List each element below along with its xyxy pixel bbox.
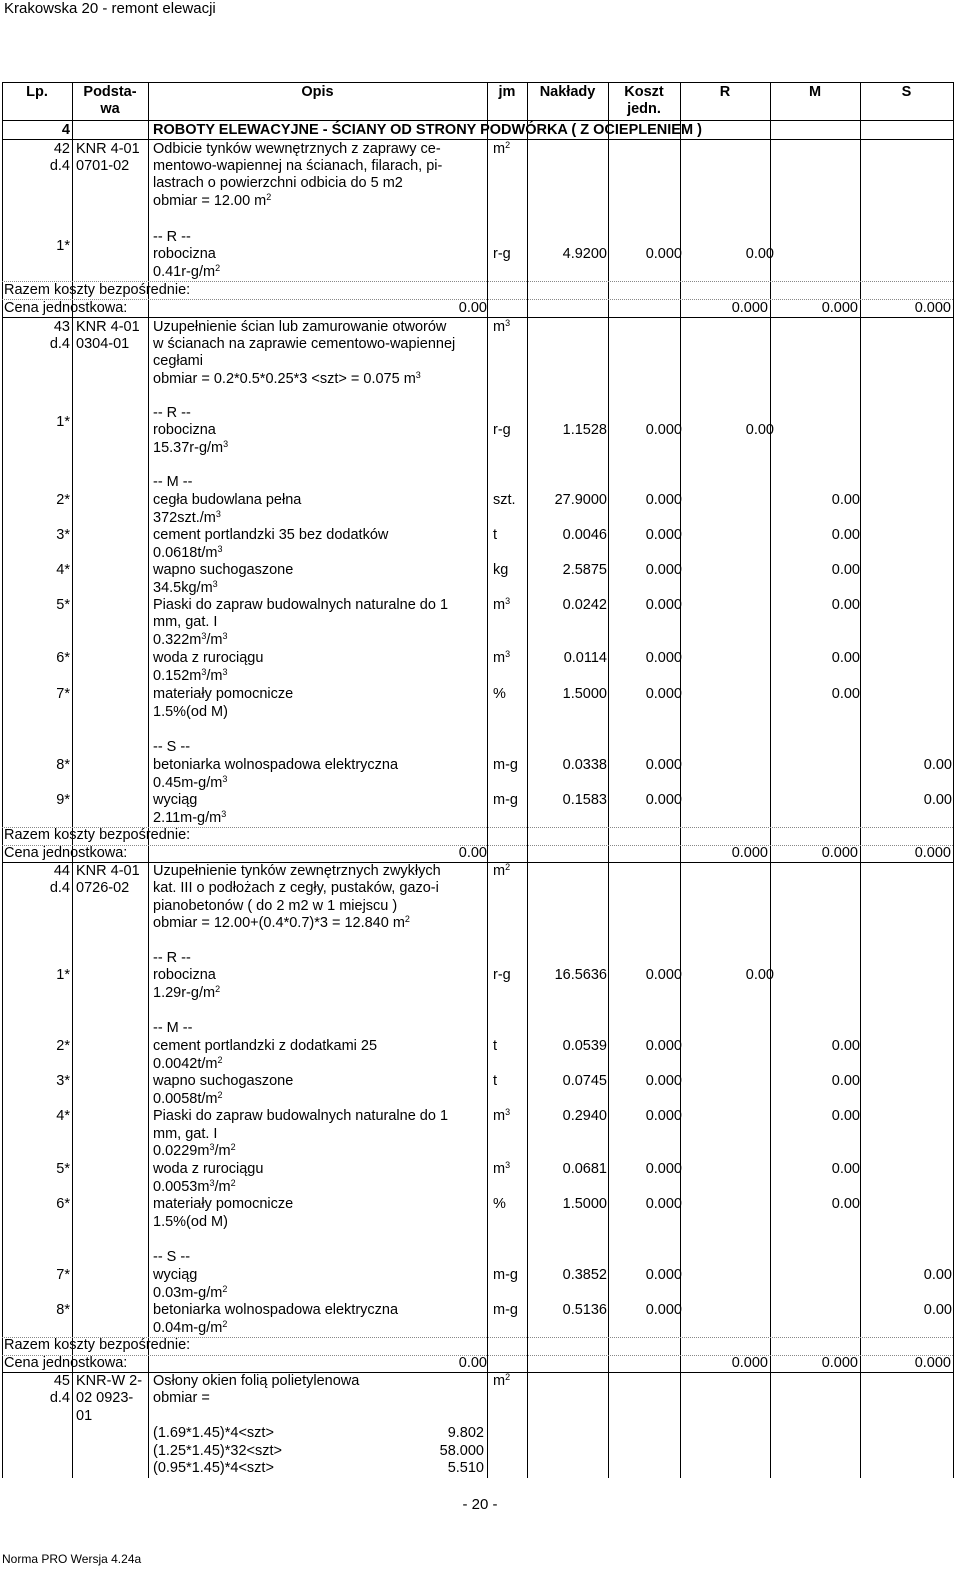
item-name: wyciąg [153,1267,198,1283]
item-unit: $m^3$ [493,1160,511,1177]
position-sub: d.4 [49,158,70,174]
item-naklady: 16.5636 [554,967,607,983]
position-description: lastrach o powierzchni odbicia do 5 m2 [153,175,403,191]
unit-price-r: 0.000 [731,1355,768,1371]
calc-expression: (1.25*1.45)*32<szt> [153,1443,282,1459]
item-naklady: 1.5000 [562,1196,607,1212]
item-norm: $0.45m-g/m^3$ [153,774,228,791]
item-unit: t [493,1038,498,1054]
item-name: Piaski do zapraw budowalnych naturalne do 1 [153,1108,449,1124]
item-value-m: 0.00 [831,527,860,543]
item-naklady: 0.0745 [562,1073,607,1089]
item-name: materiały pomocnicze [153,1196,294,1212]
position-base-code: 0304-01 [76,336,130,352]
item-naklady: 0.0681 [562,1161,607,1177]
item-norm: $0.0229m^3/m^2$ [153,1142,236,1159]
item-lp: 2* [56,492,70,508]
item-name: robocizna [153,422,216,438]
item-unit: m-g [493,792,518,808]
item-naklady: 0.0114 [563,650,607,666]
header-opis: Opis [301,84,334,100]
calc-value: 5.510 [447,1460,484,1476]
position-number: 43 [53,319,70,335]
group-header-r: -- R -- [153,405,191,421]
item-koszt: 0.000 [645,1196,682,1212]
header-koszt-cont: jedn. [627,101,661,117]
unit-price-m: 0.000 [821,1355,858,1371]
item-naklady: 27.9000 [554,492,607,508]
position-base: KNR 4-01 [76,141,140,157]
item-naklady: 0.0539 [562,1038,607,1054]
direct-costs-label: Razem koszty bezpośrednie: [4,1337,191,1353]
item-value-m: 0.00 [831,597,860,613]
position-unit: $m^3$ [493,318,511,335]
position-description: Osłony okien folią polietylenowa [153,1373,360,1389]
header-m: M [808,84,822,100]
calc-value: 9.802 [447,1425,484,1441]
item-name: woda z rurociągu [153,650,264,666]
position-unit: $m^2$ [493,1372,511,1389]
header-top-line [2,82,953,83]
item-unit: m-g [493,757,518,773]
position-base: KNR 4-01 [76,319,140,335]
position-base: KNR-W 2- [76,1373,143,1389]
item-unit: r-g [493,967,511,983]
item-value-m: 0.00 [831,1073,860,1089]
item-lp: 6* [56,1196,70,1212]
item-unit: $m^3$ [493,1107,511,1124]
item-value-m: 0.00 [831,686,860,702]
direct-costs-label: Razem koszty bezpośrednie: [4,282,191,298]
calc-expression: (0.95*1.45)*4<szt> [153,1460,274,1476]
item-koszt: 0.000 [645,967,682,983]
item-koszt: 0.000 [645,686,682,702]
item-value-m: 0.00 [831,1196,860,1212]
item-lp: 3* [56,1073,70,1089]
item-value-s: 0.00 [923,792,952,808]
item-koszt: 0.000 [645,1108,682,1124]
unit-price-s: 0.000 [914,300,951,316]
position-description: Uzupełnienie ścian lub zamurowanie otworów [153,319,447,335]
item-norm: 1.5%(od M) [153,704,228,720]
item-koszt: 0.000 [645,246,682,262]
column-line [770,82,771,1478]
group-header-s: -- S -- [153,739,191,755]
position-description: Uzupełnienie tynków zewnętrznych zwykłych [153,863,441,879]
column-line [953,82,954,1478]
item-unit: m-g [493,1302,518,1318]
header-r: R [719,84,731,100]
position-number: 44 [53,863,70,879]
position-unit: $m^2$ [493,140,511,157]
position-description: cegłami [153,353,203,369]
item-naklady: 0.0338 [562,757,607,773]
item-naklady: 0.0242 [562,597,607,613]
item-koszt: 0.000 [645,597,682,613]
item-value-m: 0.00 [831,1108,860,1124]
item-naklady: 1.1528 [562,422,607,438]
item-koszt: 0.000 [645,1267,682,1283]
item-lp: 8* [56,757,70,773]
item-norm: $2.11m-g/m^3$ [153,809,227,826]
position-description: kat. III o podłożach z cegły, pustaków, gazo-i [153,880,439,896]
item-koszt: 0.000 [645,422,682,438]
item-value-m: 0.00 [831,650,860,666]
position-obmiar: obmiar = 12.00 $m^2$ [153,192,272,209]
unit-price-total: 0.00 [458,845,487,861]
calc-value: 58.000 [439,1443,484,1459]
section-lp: 4 [61,122,70,138]
item-naklady: 4.9200 [562,246,607,262]
section-title: ROBOTY ELEWACYJNE - ŚCIANY OD STRONY PODWÓRKA ( Z OCIEPLENIEM ) [153,122,702,138]
unit-price-label: Cena jednostkowa: [4,300,128,316]
header-jm: jm [498,84,516,100]
item-value-s: 0.00 [923,757,952,773]
item-koszt: 0.000 [645,1302,682,1318]
item-lp: 1* [56,414,70,430]
position-base-code: 01 [76,1408,93,1424]
item-unit: kg [493,562,509,578]
item-norm: $15.37r-g/m^3$ [153,439,229,456]
item-koszt: 0.000 [645,527,682,543]
position-base-code: 02 0923- [76,1390,134,1406]
item-koszt: 0.000 [645,562,682,578]
header-podstawa-cont: wa [100,101,120,117]
unit-price-s: 0.000 [914,1355,951,1371]
item-lp: 4* [56,562,70,578]
item-value-r: 0.00 [745,246,774,262]
item-naklady: 2.5875 [562,562,607,578]
item-name: robocizna [153,967,216,983]
position-base-code: 0701-02 [76,158,130,174]
item-name: betoniarka wolnospadowa elektryczna [153,1302,399,1318]
header-lp: Lp. [26,84,48,100]
item-norm: $0.322m^3/m^3$ [153,631,228,648]
group-header-r: -- R -- [153,229,191,245]
position-description: pianobetonów ( do 2 m2 w 1 miejscu ) [153,898,398,914]
item-unit: t [493,527,498,543]
item-lp: 9* [56,792,70,808]
position-unit: $m^2$ [493,862,511,879]
group-header-m: -- M -- [153,1020,193,1036]
position-obmiar: obmiar = [153,1390,210,1406]
header-koszt: Koszt [624,84,664,100]
item-koszt: 0.000 [645,1038,682,1054]
unit-price-label: Cena jednostkowa: [4,845,128,861]
item-unit: % [493,1196,506,1212]
item-koszt: 0.000 [645,650,682,666]
unit-price-total: 0.00 [458,300,487,316]
header-naklady: Nakłady [539,84,596,100]
item-value-m: 0.00 [831,492,860,508]
item-lp: 5* [56,597,70,613]
item-lp: 7* [56,1267,70,1283]
position-description: mentowo-wapiennej na ścianach, filarach, pi- [153,158,443,174]
item-unit: $m^3$ [493,649,511,666]
item-value-r: 0.00 [745,967,774,983]
item-unit: $m^3$ [493,596,511,613]
position-separator [2,862,953,863]
item-name: robocizna [153,246,216,262]
position-description: Odbicie tynków wewnętrznych z zaprawy ce- [153,141,441,157]
item-lp: 2* [56,1038,70,1054]
item-norm: $0.04m-g/m^2$ [153,1319,228,1336]
item-unit: szt. [493,492,516,508]
item-koszt: 0.000 [645,1073,682,1089]
unit-price-s: 0.000 [914,845,951,861]
item-lp: 7* [56,686,70,702]
direct-costs-label: Razem koszty bezpośrednie: [4,827,191,843]
position-sub: d.4 [49,880,70,896]
unit-price-r: 0.000 [731,300,768,316]
group-header-m: -- M -- [153,474,193,490]
section-bottom-line [2,139,953,140]
header-s: S [901,84,912,100]
unit-price-r: 0.000 [731,845,768,861]
item-koszt: 0.000 [645,492,682,508]
position-sub: d.4 [49,1390,70,1406]
item-norm: $0.0042t/m^2$ [153,1055,223,1072]
item-norm: $0.152m^3/m^3$ [153,667,228,684]
item-lp: 8* [56,1302,70,1318]
item-norm: $0.03m-g/m^2$ [153,1284,228,1301]
item-naklady: 0.1583 [562,792,607,808]
item-norm: $0.0618t/m^3$ [153,544,223,561]
item-naklady: 0.5136 [562,1302,607,1318]
item-naklady: 0.0046 [562,527,607,543]
item-unit: % [493,686,506,702]
item-value-m: 0.00 [831,1161,860,1177]
unit-price-label: Cena jednostkowa: [4,1355,128,1371]
calc-expression: (1.69*1.45)*4<szt> [153,1425,274,1441]
item-koszt: 0.000 [645,1161,682,1177]
position-number: 45 [53,1373,70,1389]
page-number: - 20 - [462,1496,498,1513]
item-name: wyciąg [153,792,198,808]
position-obmiar: obmiar = 12.00+(0.4*0.7)*3 = 12.840 $m^2$ [153,914,410,931]
item-koszt: 0.000 [645,792,682,808]
item-value-s: 0.00 [923,1302,952,1318]
item-naklady: 0.3852 [562,1267,607,1283]
item-name: cegła budowlana pełna [153,492,302,508]
item-value-m: 0.00 [831,562,860,578]
document-title: Krakowska 20 - remont elewacji [4,0,216,17]
item-name-cont: mm, gat. I [153,1126,218,1142]
item-lp: 1* [56,238,70,254]
item-name: wapno suchogaszone [153,562,294,578]
position-obmiar: obmiar = 0.2*0.5*0.25*3 <szt> = 0.075 $m^3$ [153,370,421,387]
item-norm: $0.41r-g/m^2$ [153,263,221,280]
item-name: materiały pomocnicze [153,686,294,702]
item-norm: $0.0058t/m^2$ [153,1090,223,1107]
position-number: 42 [53,141,70,157]
item-norm: $0.0053m^3/m^2$ [153,1178,236,1195]
item-lp: 3* [56,527,70,543]
item-koszt: 0.000 [645,757,682,773]
item-name: Piaski do zapraw budowalnych naturalne do 1 [153,597,449,613]
position-sub: d.4 [49,336,70,352]
group-header-s: -- S -- [153,1249,191,1265]
group-header-r: -- R -- [153,950,191,966]
unit-price-m: 0.000 [821,300,858,316]
item-value-m: 0.00 [831,1038,860,1054]
item-name: wapno suchogaszone [153,1073,294,1089]
position-base-code: 0726-02 [76,880,130,896]
header-bottom-line [2,120,953,121]
item-unit: t [493,1073,498,1089]
position-description: w ścianach na zaprawie cementowo-wapiennej [153,336,456,352]
item-unit: r-g [493,246,511,262]
position-separator [2,317,953,318]
item-name: betoniarka wolnospadowa elektryczna [153,757,399,773]
header-podstawa: Podsta- [83,84,137,100]
item-norm: $372szt./m^3$ [153,509,221,526]
item-value-r: 0.00 [745,422,774,438]
unit-price-m: 0.000 [821,845,858,861]
item-unit: r-g [493,422,511,438]
item-norm: 1.5%(od M) [153,1214,228,1230]
item-name: woda z rurociągu [153,1161,264,1177]
item-name: cement portlandzki 35 bez dodatków [153,527,389,543]
software-version: Norma PRO Wersja 4.24a [2,1552,142,1566]
item-norm: $34.5kg/m^3$ [153,579,218,596]
item-value-s: 0.00 [923,1267,952,1283]
position-separator [2,1372,953,1373]
item-lp: 1* [56,967,70,983]
item-norm: $1.29r-g/m^2$ [153,984,221,1001]
unit-price-total: 0.00 [458,1355,487,1371]
item-naklady: 1.5000 [562,686,607,702]
item-name: cement portlandzki z dodatkami 25 [153,1038,378,1054]
item-naklady: 0.2940 [562,1108,607,1124]
item-name-cont: mm, gat. I [153,614,218,630]
column-line [487,82,488,1478]
item-lp: 6* [56,650,70,666]
item-unit: m-g [493,1267,518,1283]
item-lp: 4* [56,1108,70,1124]
item-lp: 5* [56,1161,70,1177]
position-base: KNR 4-01 [76,863,140,879]
